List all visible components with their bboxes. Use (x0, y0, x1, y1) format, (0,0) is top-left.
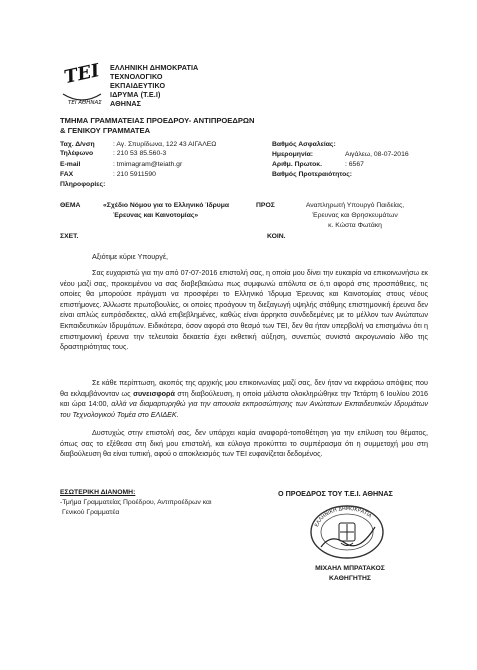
distribution-line-1: -Τμήμα Γραμματείας Προέδρου, Αντιπροέδρων και (60, 499, 212, 506)
recipient-line-2: Έρευνας και Θρησκευμάτων (312, 212, 398, 219)
koin-label: ΚΟΙΝ. (267, 233, 286, 240)
sxet-label: ΣΧΕΤ. (60, 233, 79, 240)
security-label: Βαθμός Ασφαλείας: (272, 141, 336, 148)
institution-line-2: ΤΕΧΝΟΛΟΓΙΚΟ (110, 72, 163, 81)
phone-label: Τηλέφωνο (60, 150, 94, 157)
recipient-line-3: κ. Κώστα Φωτάκη (328, 222, 382, 229)
email-value: : tmimagram@teiath.gr (113, 161, 183, 168)
logo-caption: ΤΕΙ ΑΘΗΝΑΣ (68, 100, 102, 106)
institution-line-5: ΑΘΗΝΑΣ (110, 99, 142, 108)
protocol-label: Αριθμ. Πρωτοκ. (272, 161, 322, 168)
body-paragraph-3: Δυστυχώς στην επιστολή σας, δεν υπάρχει καμία αναφορά-τοποθέτηση για την επίλυση του θέματος, όπως σας το εξέθεσα στη δική μου επιστολή, και εύλογα προκύπτει το συμπέρασμα ότι η συμμετοχή μου στη διαβούλευση θα είναι τυπική, αφού ο αποκλεισμός των ΤΕΙ ευφανίζεται δεδομένος. (60, 428, 428, 459)
date-label: Ημερομηνία: (272, 151, 314, 158)
signature-title: Ο ΠΡΟΕΔΡΟΣ ΤΟΥ Τ.Ε.Ι. ΑΘΗΝΑΣ (278, 489, 393, 498)
body-paragraph-2 (60, 378, 428, 420)
salutation: Αξιότιμε κύριε Υπουργέ, (92, 252, 169, 261)
signatory-role: ΚΑΘΗΓΗΤΗΣ (329, 575, 371, 582)
fax-value: : 210 5911590 (113, 171, 156, 178)
seal-text: ΕΛΛΗΝΙΚΗ ΔΗΜΟΚΡΑΤΙΑ (313, 505, 373, 528)
subject-line-1: «Σχέδιο Νόμου για το Ελληνικό Ίδρυμα (103, 202, 230, 209)
email-label: E-mail (60, 161, 81, 168)
tei-athens-logo (60, 60, 104, 108)
para2-bold: συνεισφορά (133, 388, 175, 398)
distribution-title: ΕΣΩΤΕΡΙΚΗ ΔΙΑΝΟΜΗ: (60, 489, 136, 496)
official-seal (307, 503, 387, 561)
subject-line-2: Έρευνας και Καινοτομίας» (113, 212, 199, 219)
para2-mid: στη διαβούλευση, η οποία μάλιστα ολοκληρώθηκε την Τετάρτη 6 Ιουλίου 2016 και ώρα 14:00, (60, 388, 429, 409)
institution-line-4: ΙΔΡΥΜΑ (Τ.Ε.Ι) (110, 90, 161, 99)
department-line-2: & ΓΕΝΙΚΟΥ ΓΡΑΜΜΑΤΕΑ (60, 126, 151, 135)
phone-value: : 210 53 85.560-3 (113, 150, 167, 157)
signatory-name: ΜΙΧΑΗΛ ΜΠΡΑΤΑΚΟΣ (315, 565, 385, 572)
institution-line-3: ΕΚΠΑΙΔΕΥΤΙΚΟ (110, 81, 166, 90)
fax-label: FAX (60, 171, 74, 178)
para2-italic: αλλά να διαμαρτυρηθώ για την απουσία εκπροσώπησης των Ανώτατων Εκπαιδευτικών Ιδρυμάτων του Τεχνολογικού Τομέα στο ΕΛΙΔΕΚ. (60, 399, 429, 419)
date-value: Αιγάλεω, 08-07-2016 (345, 151, 409, 158)
protocol-value: : 6567 (345, 161, 364, 168)
priority-label: Βαθμός Προτεραιότητος: (272, 171, 353, 178)
subject-label: ΘΕΜΑ (60, 202, 81, 209)
info-label: Πληροφορίες: (60, 181, 106, 188)
svg-text:ΤΕΙ: ΤΕΙ (62, 60, 102, 89)
address-label: Ταχ. Δ/νση (60, 141, 95, 148)
distribution-line-2: Γενικού Γραμματέα (62, 509, 120, 516)
recipient-line-1: Αναπληρωτή Υπουργό Παιδείας, (305, 202, 405, 209)
para2-start: Σε κάθε περίπτωση, ακοπός της αρχικής μου επικοινωνίας μαζί σας, δεν ήταν να εκφράσω απόψεις που θα εκλαμβάνονταν ως (60, 378, 428, 398)
pros-label: ΠΡΟΣ (256, 202, 275, 209)
department-line-1: ΤΜΗΜΑ ΓΡΑΜΜΑΤΕΙΑΣ ΠΡΟΕΔΡΟΥ- ΑΝΤΙΠΡΟΕΔΡΩΝ (60, 116, 255, 125)
body-paragraph-1: Σας ευχαριστώ για την από 07-07-2016 επιστολή σας, η οποία μου δίνει την ευκαιρία να επικοινωνήσω εκ νέου μαζί σας, προκειμένου να σας διαβεβαιώσω πως συμφωνώ απόλυτα σε ό,τι αφορά στις προσπάθειες, τις οποίες θα μπορούσε πράγματι να προσφέρει το Ελληνικό Ίδρυμα Έρευνας και Καινοτομίας στους νέους επιστήμονες. Άλλωστε πρωτοβουλίες, οι οποίες προάγουν τη διεξαγωγή υψηλής στάθμης επιστημονική έρευνα δεν είναι απλώς ευπρόσδεκτες, αλλά επιβεβλημένες, καθώς είναι άρρηκτα συνδεδεμένες με το μέλλον των Ανώτατων Εκπαιδευτικών Ιδρυμάτων. Ειδικότερα, όσον αφορά στο θεσμό των ΤΕΙ, δεν θα ήταν υπερβολή να επισημάνω ότι η επιστημονική έρευνα την τελευταία δεκαετία έχει εκθετική αύξηση, συνεπώς συνιστά ακρογωνιαίο λίθο της δραστηριότητας τους. (60, 268, 428, 352)
address-value: : Αγ. Σπυρίδωνα, 122 43 ΑΙΓΑΛΕΩ (113, 141, 217, 148)
institution-line-1: ΕΛΛΗΝΙΚΗ ΔΗΜΟΚΡΑΤΙΑ (110, 63, 199, 72)
